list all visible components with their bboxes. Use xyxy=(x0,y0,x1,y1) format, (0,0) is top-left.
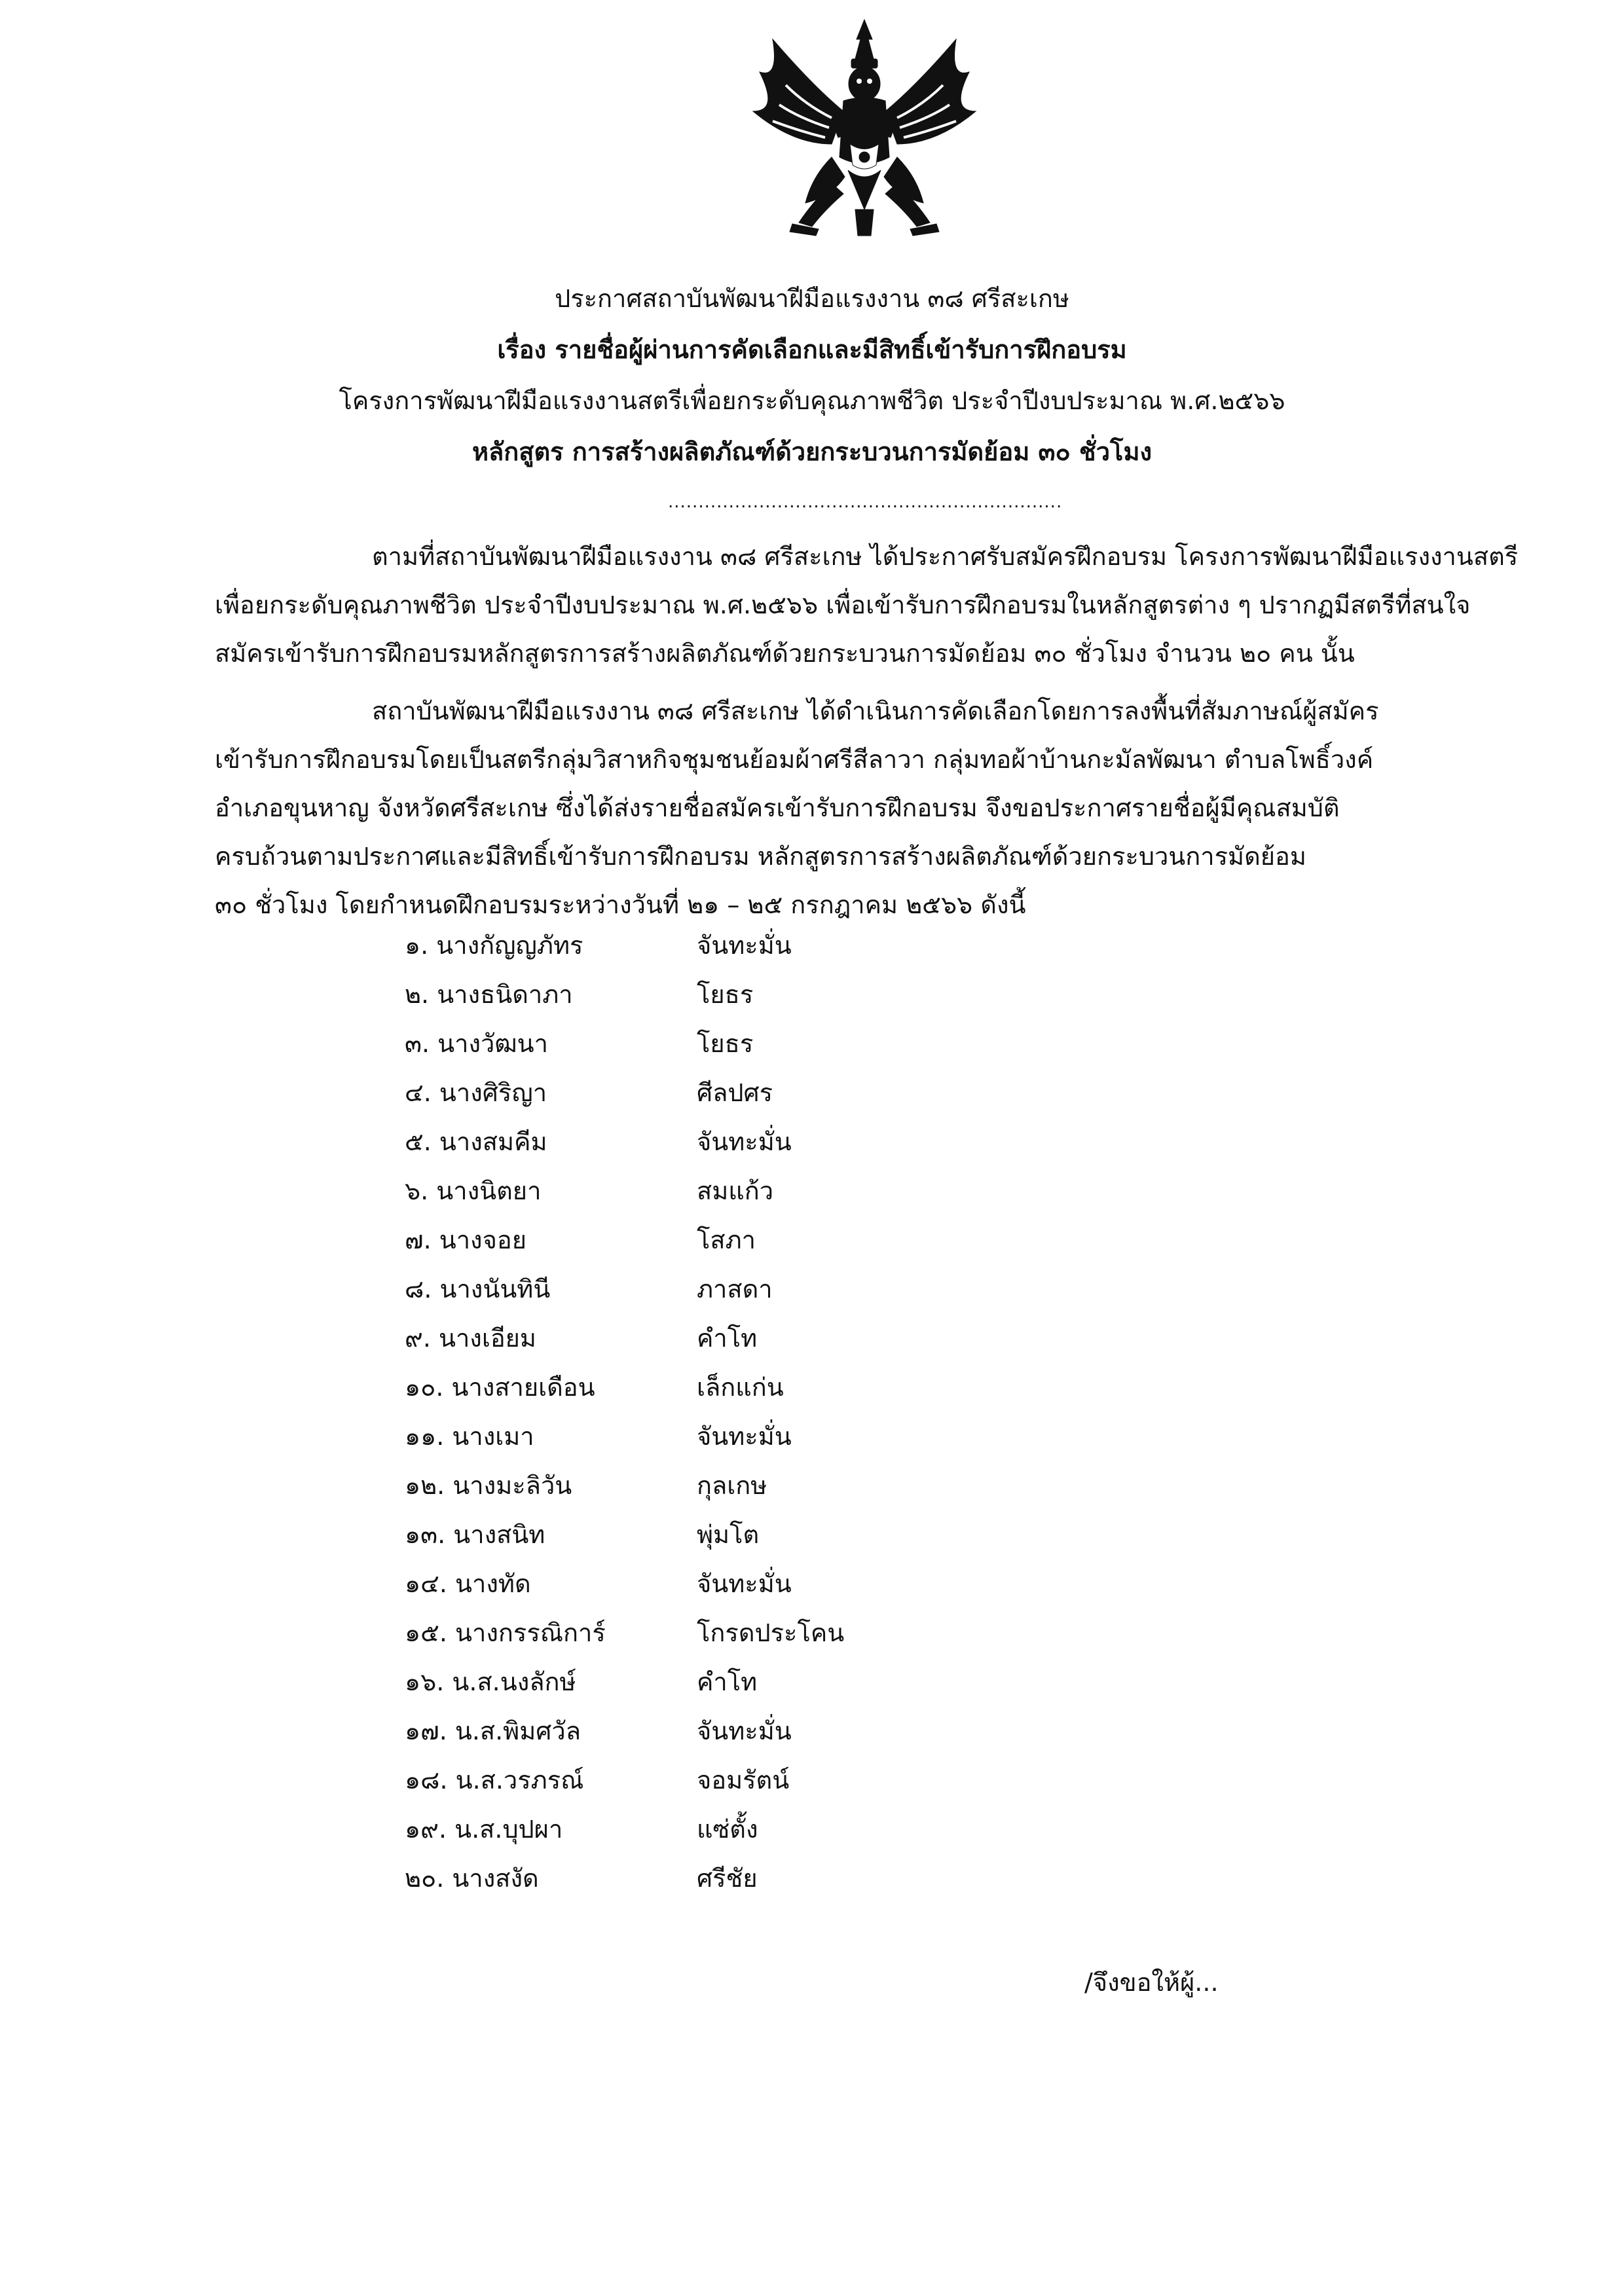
given-name: ๓. นางวัฒนา xyxy=(405,1029,548,1058)
given-name: ๑๒. นางมะลิวัน xyxy=(405,1471,572,1500)
given-name: ๒๐. นางสงัด xyxy=(405,1864,539,1893)
family-name: เล็กแก่น xyxy=(697,1373,784,1402)
family-name: คำโท xyxy=(697,1324,758,1353)
course-title: หลักสูตร การสร้างผลิตภัณฑ์ด้วยกระบวนการมัดย้อม ๓๐ ชั่วโมง xyxy=(471,437,1153,466)
given-name: ๖. นางนิตยา xyxy=(405,1176,542,1205)
page-continuation: /จึงขอให้ผู้... xyxy=(1084,1968,1219,1997)
paragraph2-line: ครบถ้วนตามประกาศและมีสิทธิ์เข้ารับการฝึกอบรม หลักสูตรการสร้างผลิตภัณฑ์ด้วยกระบวนการมัดย้อม xyxy=(215,842,1306,871)
family-name: จันทะมั่น xyxy=(697,1569,792,1598)
given-name: ๑๘. น.ส.วรภรณ์ xyxy=(405,1766,584,1795)
family-name: โสภา xyxy=(697,1226,756,1254)
family-name: จอมรัตน์ xyxy=(697,1766,790,1795)
announcement-subject: เรื่อง รายชื่อผู้ผ่านการคัดเลือกและมีสิทธิ์เข้ารับการฝึกอบรม xyxy=(497,335,1127,364)
given-name: ๘. นางนันทินี xyxy=(405,1275,551,1303)
family-name: แซ่ตั้ง xyxy=(697,1815,758,1844)
header-separator: ................................................................. xyxy=(668,492,1063,512)
given-name: ๑๐. นางสายเดือน xyxy=(405,1373,595,1402)
paragraph2-line: เข้ารับการฝึกอบรมโดยเป็นสตรีกลุ่มวิสาหกิจชุมชนย้อมผ้าศรีสีลาวา กลุ่มทอผ้าบ้านกะมัลพัฒนา ตำบลโพธิ์วงค์ xyxy=(215,745,1374,774)
family-name: โกรดประโคน xyxy=(697,1618,845,1647)
given-name: ๑๔. นางทัด xyxy=(405,1569,531,1598)
given-name: ๑๗. น.ส.พิมศวัล xyxy=(405,1717,581,1745)
family-name: คำโท xyxy=(697,1667,758,1696)
given-name: ๔. นางศิริญา xyxy=(405,1078,547,1107)
given-name: ๙. นางเอียม xyxy=(405,1324,536,1353)
family-name: จันทะมั่น xyxy=(697,1717,792,1745)
family-name: จันทะมั่น xyxy=(697,931,792,960)
family-name: จันทะมั่น xyxy=(697,1422,792,1451)
given-name: ๑๑. นางเมา xyxy=(405,1422,534,1451)
paragraph2-line: สถาบันพัฒนาฝีมือแรงงาน ๓๘ ศรีสะเกษ ได้ดำเนินการคัดเลือกโดยการลงพื้นที่สัมภาษณ์ผู้สมัคร xyxy=(372,697,1379,725)
family-name: ศรีชัย xyxy=(697,1864,758,1893)
paragraph1-line: เพื่อยกระดับคุณภาพชีวิต ประจำปีงบประมาณ พ.ศ.๒๕๖๖ เพื่อเข้ารับการฝึกอบรมในหลักสูตรต่าง ๆ ปรากฏมีสตรีที่สนใจ xyxy=(215,591,1471,619)
paragraph1-line: ตามที่สถาบันพัฒนาฝีมือแรงงาน ๓๘ ศรีสะเกษ ได้ประกาศรับสมัครฝึกอบรม โครงการพัฒนาฝีมือแรงงานสตรี xyxy=(372,542,1519,571)
family-name: สมแก้ว xyxy=(697,1176,774,1205)
given-name: ๑๖. น.ส.นงลักษ์ xyxy=(405,1667,576,1696)
given-name: ๗. นางจอย xyxy=(405,1226,526,1254)
paragraph2-line: ๓๐ ชั่วโมง โดยกำหนดฝึกอบรมระหว่างวันที่ ๒๑ – ๒๕ กรกฎาคม ๒๕๖๖ ดังนี้ xyxy=(215,890,1026,919)
given-name: ๒. นางธนิดาภา xyxy=(405,980,573,1009)
given-name: ๑๙. น.ส.บุปผา xyxy=(405,1815,563,1844)
paragraph2-line: อำเภอขุนหาญ จังหวัดศรีสะเกษ ซึ่งได้ส่งรายชื่อสมัครเข้ารับการฝึกอบรม จึงขอประกาศรายชื่อผู้มีคุณสมบัติ xyxy=(215,793,1340,822)
given-name: ๑๓. นางสนิท xyxy=(405,1520,545,1549)
family-name: ภาสดา xyxy=(697,1275,773,1303)
family-name: จันทะมั่น xyxy=(697,1127,792,1156)
announcement-issuer: ประกาศสถาบันพัฒนาฝีมือแรงงาน ๓๘ ศรีสะเกษ xyxy=(555,284,1069,313)
family-name: กุลเกษ xyxy=(697,1471,767,1500)
family-name: ศีลปศร xyxy=(697,1078,773,1107)
given-name: ๑๕. นางกรรณิการ์ xyxy=(405,1618,606,1647)
paragraph1-line: สมัครเข้ารับการฝึกอบรมหลักสูตรการสร้างผลิตภัณฑ์ด้วยกระบวนการมัดย้อม ๓๐ ชั่วโมง จำนวน ๒๐ คน นั้น xyxy=(215,639,1355,668)
given-name: ๑. นางกัญญภัทร xyxy=(405,931,583,960)
project-title: โครงการพัฒนาฝีมือแรงงานสตรีเพื่อยกระดับคุณภาพชีวิต ประจำปีงบประมาณ พ.ศ.๒๕๖๖ xyxy=(339,386,1285,415)
garuda-emblem-icon xyxy=(733,13,995,255)
family-name: พุ่มโต xyxy=(697,1520,760,1549)
family-name: โยธร xyxy=(697,980,754,1009)
family-name: โยธร xyxy=(697,1029,754,1058)
given-name: ๕. นางสมคีม xyxy=(405,1127,547,1156)
